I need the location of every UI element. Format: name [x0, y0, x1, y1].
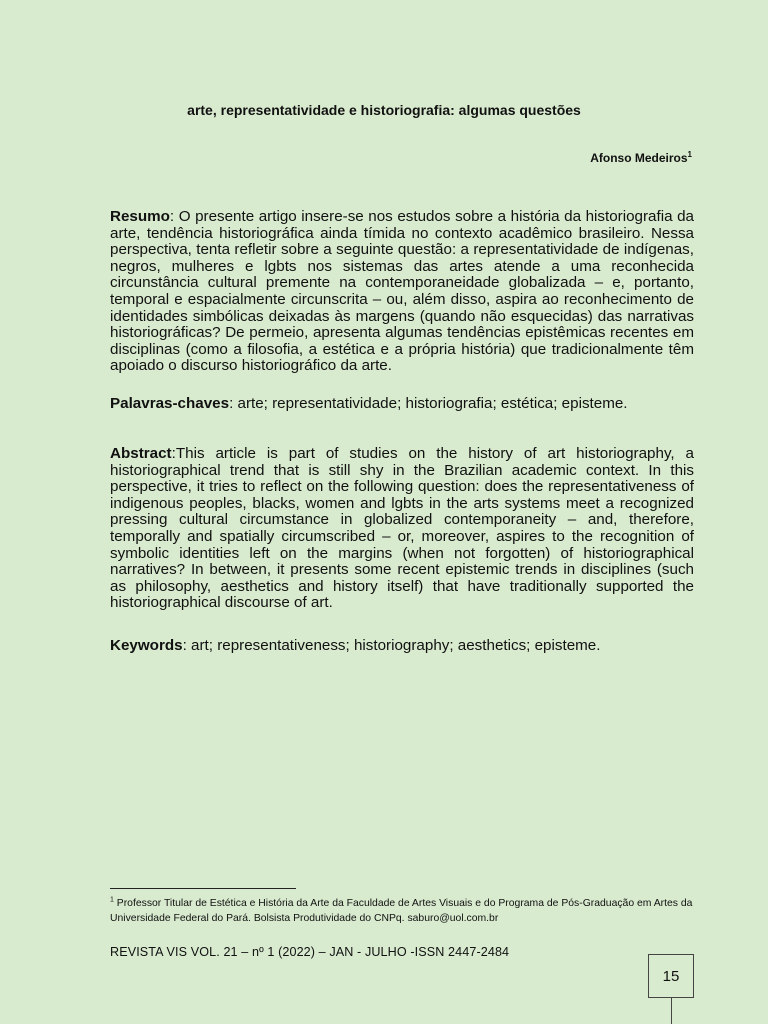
footnote-divider: [110, 888, 296, 889]
keywords-paragraph: [110, 638, 694, 655]
footnote: [110, 896, 700, 926]
palavras-chaves-paragraph: [110, 396, 694, 413]
resumo-text: : O presente artigo insere-se nos estudos sobre a história da historiografia da arte, tendência historiográfica ainda tímida no contexto acadêmico brasileiro. Nessa perspectiva, tenta refletir sobre a seguinte questão: a representatividade de indígenas, negros, mulheres e lgbts nos sistemas das artes atende a uma reconhecida circunstância cultural premente na contemporaneidade globalizada – e, portanto, temporal e espacialmente circunscrita – ou, além disso, aspira ao reconhecimento de identidades simbólicas deixadas às margens (quando não esquecidas) das narrativas historiográficas? De permeio, apresenta algumas tendências epistêmicas recentes em disciplinas (como a filosofia, a estética e a própria história) que tradicionalmente têm apoiado o discurso historiográfico da arte.: [110, 208, 694, 375]
page-number-box: [648, 954, 694, 998]
page-number-connector: [671, 997, 672, 1024]
author-name-text: Afonso Medeiros: [590, 151, 688, 165]
keywords-text: : art; representativeness; historiography; aesthetics; episteme.: [182, 637, 601, 654]
footnote-marker: 1: [110, 896, 114, 904]
paper-title: arte, representatividade e historiografia: algumas questões: [187, 102, 581, 118]
resumo-paragraph: [110, 209, 694, 375]
abstract-paragraph: [110, 446, 694, 612]
abstract-label: Abstract: [110, 445, 172, 462]
palavras-chaves-label: Palavras-chaves: [110, 395, 230, 412]
abstract-text: :This article is part of studies on the history of art historiography, a historiographical trend that is still shy in the Brazilian academic context. In this perspective, it tries to reflect on the following question: does the representativeness of indigenous peoples, blacks, women and lgbts in the arts systems meet a recognized pressing cultural circumstance in globalized contemporaneity – and, therefore, temporally and spatially circumscribed – or, moreover, aspires to the recognition of symbolic identities left on the margins (when not forgotten) of historiographical narratives? In between, it presents some recent epistemic trends in disciplines (such as philosophy, aesthetics and history itself) that have traditionally supported the historiographical discourse of art.: [110, 445, 694, 612]
keywords-label: Keywords: [110, 637, 183, 654]
author-name: [590, 151, 692, 165]
journal-footer: REVISTA VIS VOL. 21 – nº 1 (2022) – JAN - JULHO -ISSN 2447-2484: [110, 945, 510, 959]
page-number: 15: [662, 967, 680, 985]
footnote-text: Professor Titular de Estética e História da Arte da Faculdade de Artes Visuais e do Programa de Pós-Graduação em Artes da Universidade Federal do Pará. Bolsista Produtividade do CNPq. saburo@uol.com.br: [110, 898, 693, 924]
resumo-label: Resumo: [110, 208, 170, 225]
author-footnote-marker[interactable]: 1: [687, 150, 692, 159]
palavras-chaves-text: : arte; representatividade; historiografia; estética; episteme.: [229, 395, 628, 412]
